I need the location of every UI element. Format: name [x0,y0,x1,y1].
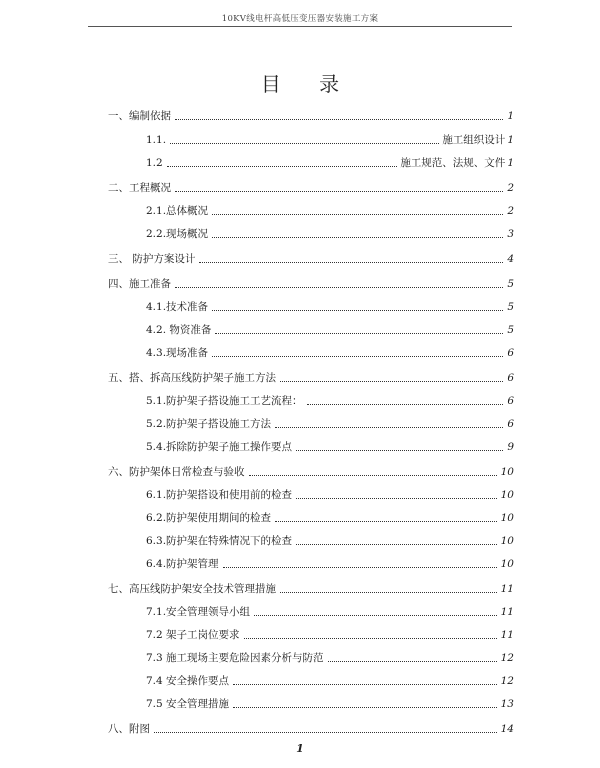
toc-page-number: 10 [500,558,514,570]
toc-entry-label: 4.1.技术准备 [146,301,209,313]
toc-page-number: 6 [507,418,514,430]
toc-page-number: 6 [507,372,514,384]
toc-page-number: 9 [507,441,514,453]
toc-entry-trailing-label: 施工规范、法规、文件 [400,157,506,169]
toc-page-number: 5 [507,301,514,313]
toc-entry[interactable] [108,581,514,597]
toc-entry-label: 6.2.防护架使用期间的检查 [146,512,272,524]
toc-entry[interactable] [146,132,514,148]
toc-entry-label: 6.1.防护架搭设和使用前的检查 [146,489,293,501]
toc-page-number: 12 [500,652,514,664]
toc-entry[interactable] [146,556,514,572]
toc-page-number: 12 [500,675,514,687]
toc-entry-label: 2.2.现场概况 [146,228,209,240]
toc-entry[interactable] [108,251,514,267]
toc-page-number: 13 [500,698,514,710]
toc-entry[interactable] [146,203,514,219]
toc-entry-label: 7.4 安全操作要点 [146,675,230,687]
toc-entry[interactable] [108,180,514,196]
toc-page-number: 11 [500,629,514,641]
toc-entry[interactable] [108,464,514,480]
toc-leader-dots [223,567,497,568]
toc-entry[interactable] [146,696,514,712]
toc-page-number: 6 [507,395,514,407]
toc-entry-label: 八、附图 [108,723,150,735]
toc-entry-label: 2.1.总体概况 [146,205,209,217]
toc-page-number: 1 [507,157,514,169]
toc-entry-label: 6.3.防护架在特殊情况下的检查 [146,535,293,547]
toc-entry-label: 7.5 安全管理措施 [146,698,230,710]
toc-entry[interactable] [146,345,514,361]
toc-entry-label: 5.2.防护架子搭设施工方法 [146,418,272,430]
toc-page-number: 10 [500,466,514,478]
toc-entry-label: 二、工程概况 [108,182,171,194]
toc-leader-dots [212,214,503,215]
toc-page-number: 5 [507,278,514,290]
toc-leader-dots [175,191,503,192]
toc-page-number: 10 [500,489,514,501]
toc-leader-dots [280,381,503,382]
page-number: 1 [296,742,304,755]
toc-leader-dots [244,638,497,639]
toc-leader-dots [280,592,497,593]
toc-leader-dots [233,684,497,685]
toc-entry-label: 6.4.防护架管理 [146,558,219,570]
toc-leader-dots [175,119,503,120]
toc-entry[interactable] [108,370,514,386]
toc-page-number: 3 [507,228,514,240]
toc-page-number: 11 [500,583,514,595]
toc-leader-dots [296,544,497,545]
toc-page-number: 1 [507,134,514,146]
toc-entry[interactable] [146,604,514,620]
toc-entry[interactable] [146,226,514,242]
toc-entry-label: 4.2. 物资准备 [146,324,212,336]
toc-entry-label: 四、施工准备 [108,278,171,290]
toc-entry-label: 六、防护架体日常检查与验收 [108,466,245,478]
toc-page-number: 14 [500,723,514,735]
toc-page-number: 10 [500,535,514,547]
toc-page-number: 2 [507,182,514,194]
toc-entry[interactable] [146,322,514,338]
toc-entry-label: 7.1.安全管理领导小组 [146,606,251,618]
toc-entry[interactable] [146,627,514,643]
toc-entry[interactable] [146,416,514,432]
toc-entry-label: 1.1. [146,134,167,146]
toc-leader-dots [170,143,439,144]
document-title: 目 录 [260,72,356,96]
toc-entry-label: 4.3.现场准备 [146,347,209,359]
toc-entry[interactable] [146,393,514,409]
toc-entry[interactable] [146,487,514,503]
toc-leader-dots [275,427,503,428]
toc-entry[interactable] [108,276,514,292]
toc-entry[interactable] [146,650,514,666]
toc-entry[interactable] [108,721,514,737]
toc-leader-dots [212,237,503,238]
toc-leader-dots [249,475,497,476]
toc-page-number: 11 [500,606,514,618]
toc-leader-dots [296,498,497,499]
toc-page-number: 10 [500,512,514,524]
toc-leader-dots [175,287,503,288]
toc-entry-label: 三、 防护方案设计 [108,253,196,265]
toc-leader-dots [254,615,497,616]
toc-entry-label: 7.3 施工现场主要危险因素分析与防范 [146,652,324,664]
toc-page-number: 6 [507,347,514,359]
header-divider [88,26,512,27]
toc-entry[interactable] [146,299,514,315]
toc-leader-dots [275,521,497,522]
toc-entry-label: 5.1.防护架子搭设施工工艺流程： [146,395,303,407]
toc-entry[interactable] [146,155,514,171]
toc-page-number: 4 [507,253,514,265]
toc-entry-label: 七、高压线防护架安全技术管理措施 [108,583,276,595]
toc-page-number: 1 [507,110,514,122]
toc-page-number: 5 [507,324,514,336]
toc-leader-dots [199,262,503,263]
toc-leader-dots [212,356,503,357]
toc-entry[interactable] [146,510,514,526]
toc-entry[interactable] [146,533,514,549]
toc-leader-dots [154,732,497,733]
toc-leader-dots [215,333,503,334]
toc-entry-label: 1.2 [146,157,163,169]
toc-entry[interactable] [146,439,514,455]
toc-page-number: 2 [507,205,514,217]
toc-leader-dots [307,404,504,405]
toc-entry[interactable] [146,673,514,689]
toc-leader-dots [296,450,503,451]
toc-entry-label: 5.4.拆除防护架子施工操作要点 [146,441,293,453]
toc-entry-trailing-label: 施工组织设计 [442,134,506,146]
toc-entry-label: 7.2 架子工岗位要求 [146,629,240,641]
toc-entry-label: 一、编制依据 [108,110,171,122]
toc-entry-label: 五、搭、拆高压线防护架子施工方法 [108,372,276,384]
page-header: 10KV线电杆高低压变压器安装施工方案 [221,14,379,24]
toc-leader-dots [328,661,497,662]
toc-leader-dots [167,166,398,167]
toc-entry[interactable] [108,108,514,124]
toc-leader-dots [233,707,497,708]
toc-leader-dots [212,310,503,311]
